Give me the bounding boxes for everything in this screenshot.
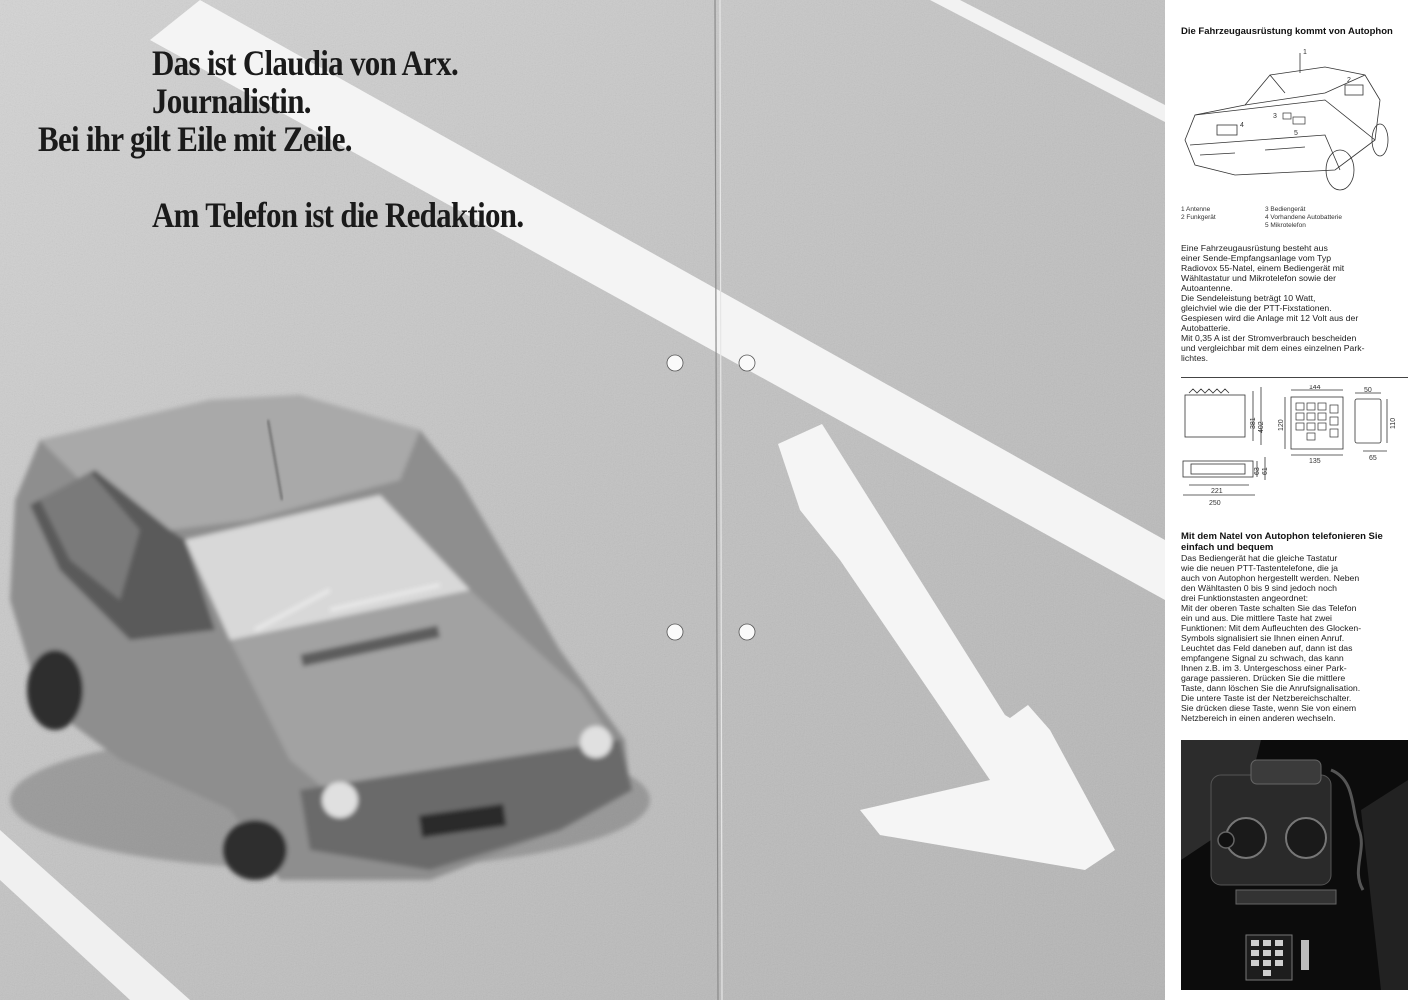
- callout-2: 2: [1347, 77, 1351, 84]
- callout-4: 4: [1240, 122, 1244, 129]
- dim-221: 221: [1211, 488, 1223, 495]
- info-sidebar: [1165, 0, 1415, 1000]
- callout-5: 5: [1294, 130, 1298, 137]
- dim-110: 110: [1390, 417, 1397, 429]
- legend-right: 3 Bediengerät 4 Vorhandene Autobatterie 5 Mikrotelefon: [1265, 206, 1342, 229]
- callout-3: 3: [1273, 113, 1277, 120]
- natel-description: Das Bediengerät hat die gleiche Tastatur wie die neuen PTT-Tastentelefone, die ja auch von Autophon hergestellt werden. Neben den Wähltasten 0 bis 9 sind jedoch noch drei Funktionstasten angeordnet: Mit der oberen Taste schalten Sie das Telefon ein und aus. Die mittlere Taste hat zwei Funktionen: Mit dem Aufleuchten des Glocken- Symbols signalisiert sie Ihnen einen Anruf. Leuchtet das Feld daneben auf, dann ist das empfangene Signal zu schwach, das kann Ihnen z.B. im 3. Untergeschoss einer Park- garage passieren. Drücken Sie die mittlere Taste, dann löschen Sie die Anrufsignalisation. Die untere Taste ist der Netzbereichschalter. Sie drücken diese Taste, wenn Sie von einem Netzbereich in einen anderen wechseln.: [1181, 553, 1362, 723]
- dim-135: 135: [1309, 458, 1321, 465]
- legend-left: 1 Antenne 2 Funkgerät: [1181, 206, 1216, 221]
- headline-line-4: Am Telefon ist die Redaktion.: [152, 195, 524, 235]
- dashboard-phone-photo: [1181, 740, 1408, 990]
- equipment-title: Die Fahrzeugausrüstung kommt von Autophon: [1181, 26, 1393, 37]
- dim-250: 250: [1209, 500, 1221, 507]
- dimension-drawings: [1179, 385, 1409, 510]
- headline-line-1: Das ist Claudia von Arx.: [152, 43, 459, 83]
- dim-144: 144: [1309, 385, 1321, 391]
- section-divider: [1181, 377, 1408, 378]
- callout-1: 1: [1303, 49, 1307, 56]
- dim-120: 120: [1278, 419, 1285, 431]
- dim-61: 61: [1262, 467, 1269, 475]
- headline-line-2: Journalistin.: [152, 81, 311, 121]
- dim-65: 65: [1369, 455, 1377, 462]
- dim-50: 50: [1364, 387, 1372, 394]
- car-equipment-diagram: [1175, 45, 1390, 205]
- dim-63: 63: [1254, 467, 1261, 475]
- headline-line-3: Bei ihr gilt Eile mit Zeile.: [38, 119, 352, 159]
- equipment-description: Eine Fahrzeugausrüstung besteht aus einer Sende-Empfangsanlage vom Typ Radiovox 55-Natel, einem Bediengerät mit Wähltastatur und Mikrotelefon sowie der Autoantenne. Die Sendeleistung beträgt 10 Watt, gleichviel wie die der PTT-Fixstationen. Gespiesen wird die Anlage mit 12 Volt aus der Autobatterie. Mit 0,35 A ist der Stromverbrauch bescheiden und vergleichbar mit dem eines einzelnen Park- lichtes.: [1181, 243, 1365, 363]
- dim-381: 381: [1250, 417, 1257, 429]
- dim-402: 402: [1258, 421, 1265, 433]
- natel-title: Mit dem Natel von Autophon telefonieren Sie einfach und bequem: [1181, 531, 1383, 553]
